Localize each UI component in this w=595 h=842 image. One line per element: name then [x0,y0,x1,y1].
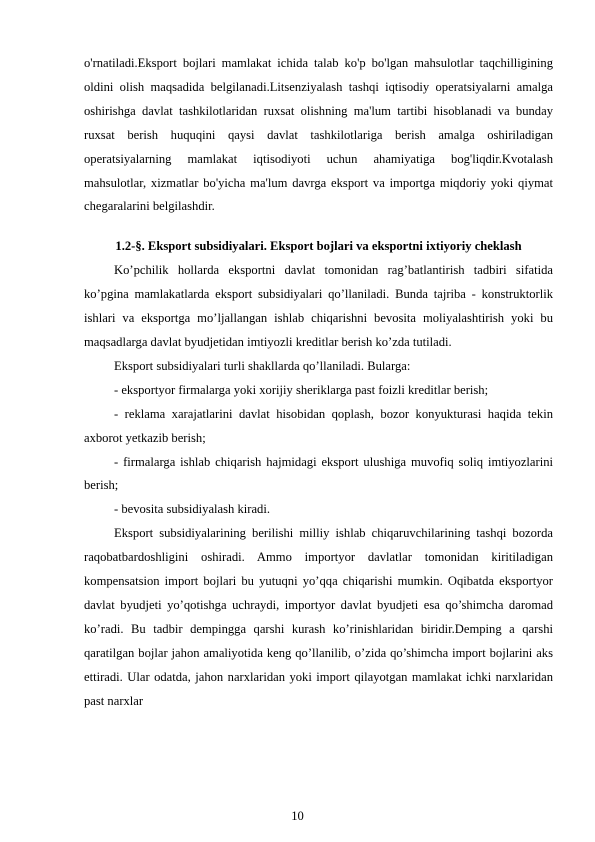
list-item-2: - reklama xarajatlarini davlat hisobidan qoplash, bozor konyukturasi haqida tekin axborot yetkazib berish; [84,406,553,445]
list-item-1: - eksportyor firmalarga yoki xorijiy sheriklarga past foizli kreditlar berish; [114,382,489,397]
paragraph-1: Ko’pchilik hollarda eksportni davlat tomonidan rag’batlantirish tadbiri sifatida ko’pgina mamlakatlarda eksport subsidiyalari qo’llaniladi. Bunda tajriba - konstruktorlik ishlari va eksportga mo’ljallangan ishlab chiqarishni bevosita moliyalashtirish yoki bu maqsadlarga davlat byudjetidan imtiyozli kreditlar berish ko’zda tutiladi. [84,263,553,349]
paragraph-2: Eksport subsidiyalari turli shakllarda qo’llaniladi. Bularga: [114,358,411,373]
paragraph-intro: o'rnatiladi.Eksport bojlari mamlakat ichida talab ko'p bo'lgan mahsulotlar taqchilligining oldini olish maqsadida belgilanadi.Litsenziyalash tashqi iqtisodiy operatsiyalarni amalga oshirishga davlat tashkilotlaridan ruxsat olishning ma'lum tartibi hisoblanadi va bunday ruxsat berish huquqini qaysi davlat tashkilotlariga berish amalga oshiriladigan operatsiyalarning mamlakat iqtisodiyoti uchun ahamiyatiga bog'liqdir.Kvotalash mahsulotlar, xizmatlar bo'yicha ma'lum davrga eksport va importga miqdoriy yoki qiymat chegaralarini belgilashdir. [84,56,553,214]
list-item-3: - firmalarga ishlab chiqarish hajmidagi eksport ulushiga muvofiq soliq imtiyozlarini berish; [84,454,553,493]
section-heading: 1.2-§. Eksport subsidiyalari. Eksport bojlari va eksportni ixtiyoriy cheklash [115,239,522,254]
page-number: 10 [291,809,304,823]
paragraph-3: Eksport subsidiyalarining berilishi milliy ishlab chiqaruvchilarining tashqi bozorda raqobatbardoshligini oshiradi. Ammo importyor davlatlar tomonidan kiritiladigan kompensatsion import bojlari bu yutuqni yo’qqa chiqarishi mumkin. Oqibatda eksportyor davlat byudjeti yo’qotishga uchraydi, importyor davlat byudjeti esa qo’shimcha daromad ko’radi. Bu tadbir dempingga qarshi kurash ko’rinishlaridan biridir.Demping a qarshi qaratilgan bojlar jahon amaliyotida keng qo’llanilib, o’zida qo’shimcha import bojlarini aks ettiradi. Ular odatda, jahon narxlaridan yoki import qilayotgan mamlakat ichki narxlaridan past narxlar [84,526,553,708]
list-item-4: - bevosita subsidiyalash kiradi. [114,502,270,517]
page-content [84,52,553,713]
